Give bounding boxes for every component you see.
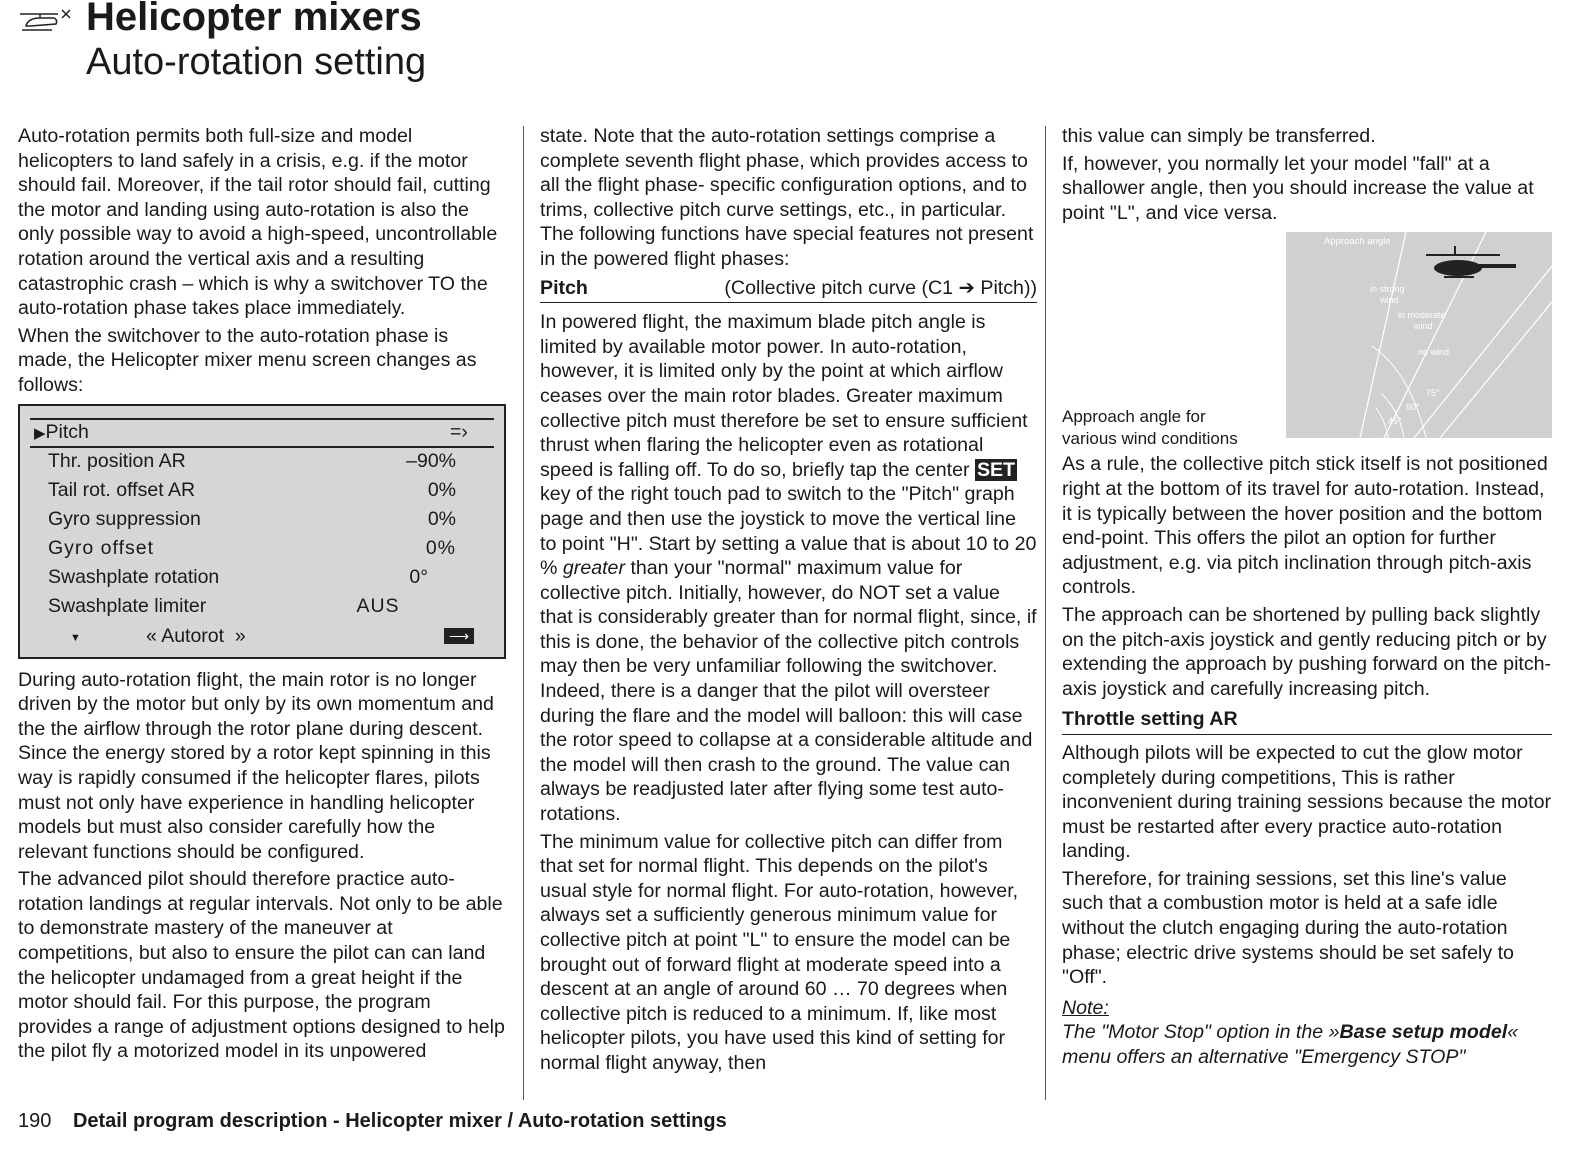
page-title: Helicopter mixers bbox=[86, 0, 422, 39]
enter-arrow-icon[interactable]: ⟶ bbox=[444, 628, 474, 644]
set-key: SET bbox=[976, 458, 1016, 481]
note: Note: The "Motor Stop" option in the »Base setup model« menu offers an alternative "Emergency STOP" bbox=[1062, 996, 1519, 1069]
screen-row[interactable]: Tail rot. offset AR 0% bbox=[48, 478, 456, 501]
down-arrow-icon: ▼ bbox=[70, 631, 81, 644]
screen-row-value: 0° bbox=[409, 565, 428, 588]
paragraph: In powered flight, the maximum blade pitch angle is limited by available motor power. In auto-rotation, however, it is limited only by the point at which airflow ceases over the main rotor blades. Greater maximum collective pitch must therefore be set to ensure sufficient thrust when flaring the helicopter even as rotational speed is falling off. To do so, briefly tap the center SET key of the right touch pad to switch to the "Pitch" graph page and then use the joystick to move the vertical line to point "H". Start by setting a value that is about 10 to 20 % greater than your "normal" maximum value for collective pitch. Initially, however, do NOT set a value that is considerably greater than for normal flight, since, if this is done, the behavior of the collective pitch controls may then be very unfamiliar following the switchover. Indeed, there is a danger that the pilot will oversteer during the flare and the model will balloon: this will case the rotor speed to collapse at a considerable altitude and the model will then crash to the ground. The value can always be readjusted later after flying some test auto-rotations. bbox=[540, 311, 1037, 826]
divider bbox=[30, 446, 494, 448]
svg-text:wind: wind bbox=[1380, 295, 1399, 306]
paragraph: state. Note that the auto-rotation settings comprise a complete seventh flight phase, which provides access to all the flight phase- specific configuration options, and to trims, collective pitch curve settings, etc., in particular. The following functions have special features not present in the powered flight phases: bbox=[540, 125, 1034, 270]
paragraph: this value can simply be transferred. bbox=[1062, 125, 1376, 147]
column-divider bbox=[523, 126, 524, 1100]
screen-row[interactable]: Swashplate limiter AUS bbox=[48, 594, 488, 618]
column-1 bbox=[18, 124, 508, 1067]
approach-angle-figure bbox=[1062, 232, 1552, 449]
paragraph: As a rule, the collective pitch stick itself is not positioned right at the bottom of its travel for auto-rotation. Instead, it is typically between the hover position and the bottom end-point. This offers the pilot an option for further adjustment, e.g. via pitch inclination through pitch-axis controls. bbox=[1062, 453, 1548, 599]
page-footer bbox=[18, 1108, 727, 1134]
section-title: Pitch bbox=[540, 276, 588, 299]
svg-text:wind: wind bbox=[1414, 321, 1433, 332]
play-icon: ▶ bbox=[34, 424, 46, 442]
paragraph: The advanced pilot should therefore practice auto-rotation landings at regular intervals. Not only to be able to demonstrate mastery of the maneuver at competitions, but also to ensure the pilot can can land the helicopter undamaged from a great height if the motor should fail. For this purpose, the program provides a range of adjustment options designed to help the pilot fly a motorized model in its unpowered bbox=[18, 868, 505, 1063]
approach-angle-diagram bbox=[1286, 232, 1552, 438]
footer-title: Detail program description - Helicopter mixer / Auto-rotation settings bbox=[72, 1110, 727, 1132]
screen-footer-tab[interactable]: « Autorot » bbox=[146, 624, 246, 647]
screen-row-value: –90% bbox=[406, 449, 456, 472]
paragraph: The approach can be shortened by pulling back slightly on the pitch-axis joystick and gently reducing pitch or by extending the approach by pushing forward on the pitch-axis joystick and carefully increasing pitch. bbox=[1062, 603, 1552, 700]
throttle-section-heading: Throttle setting AR bbox=[1062, 707, 1552, 735]
pitch-section-heading bbox=[540, 276, 1037, 304]
paragraph: When the switchover to the auto-rotation phase is made, the Helicopter mixer menu screen changes as follows: bbox=[18, 324, 477, 396]
svg-text:60°: 60° bbox=[1406, 402, 1420, 413]
figure-caption: Approach angle for various wind conditions bbox=[1062, 407, 1238, 449]
paragraph: During auto-rotation flight, the main rotor is no longer driven by the motor but only by its own momentum and the the airflow through the rotor plane during descent. Since the energy stored by a rotor kept spinning in this way is rapidly consumed if the helicopter flares, pilots must not only have experience in handling helicopter models but must also consider carefully how the relevant functions should be configured. bbox=[18, 668, 494, 863]
column-2 bbox=[540, 124, 1037, 1079]
screen-row-value: 0% bbox=[427, 478, 456, 501]
screen-header-label: Pitch bbox=[45, 420, 89, 443]
page-number: 190 bbox=[18, 1110, 52, 1132]
page-subtitle: Auto-rotation setting bbox=[86, 41, 427, 83]
svg-text:Approach angle: Approach angle bbox=[1324, 236, 1391, 248]
helicopter-icon bbox=[18, 4, 72, 34]
paragraph: Auto-rotation permits both full-size and model helicopters to land safely in a crisis, e.g. if the motor should fail. Moreover, if the tail rotor should fail, cutting the motor and landing using auto-rotation is also the only possible way to avoid a high-speed, uncontrollable rotation around the vertical axis and a resulting catastrophic crash – which is why a switchover TO the auto-rotation phase takes place immediately. bbox=[18, 125, 498, 320]
screen-header-row[interactable] bbox=[34, 420, 488, 444]
paragraph: Although pilots will be expected to cut the glow motor completely during competitions, This is rather inconvenient during training sessions because the motor must be restarted after every practice auto-rotation landing. bbox=[1062, 741, 1552, 863]
section-note: (Collective pitch curve (C1 ➔ Pitch)) bbox=[724, 276, 1037, 299]
screen-row[interactable]: Swashplate rotation 0° bbox=[48, 565, 428, 588]
svg-text:no wind: no wind bbox=[1418, 347, 1450, 358]
svg-text:in strong: in strong bbox=[1370, 284, 1405, 295]
note-label: Note: bbox=[1062, 996, 1109, 1019]
paragraph: If, however, you normally let your model "fall" at a shallower angle, then you should increase the value at point "L", and vice versa. bbox=[1062, 152, 1534, 224]
paragraph: The minimum value for collective pitch can differ from that set for normal flight. This depends on the pilot's usual style for normal flight. For auto-rotation, however, always set a sufficiently generous minimum value for collective pitch at point "L" to ensure the model can be brought out of forward flight at moderate speed into a descent at an angle of around 60 … 70 degrees when collective pitch is reduced to a minimum. If, like most helicopter pilots, you have used this kind of setting for normal flight anyway, then bbox=[540, 830, 1019, 1074]
column-3 bbox=[1062, 124, 1552, 1073]
svg-text:75°: 75° bbox=[1426, 388, 1440, 399]
screen-row-value: 0% bbox=[427, 507, 456, 530]
screen-row[interactable]: Gyro offset 0% bbox=[48, 536, 456, 559]
paragraph: Therefore, for training sessions, set this line's value such that a combustion motor is held at a safe idle without the clutch engaging during the auto-rotation phase; electric drive systems should be set safely to "Off". bbox=[1062, 867, 1514, 989]
menu-screen bbox=[18, 404, 506, 659]
screen-header-symbol: =› bbox=[450, 420, 468, 443]
svg-text:45°: 45° bbox=[1388, 416, 1402, 427]
screen-row-value: AUS bbox=[356, 594, 400, 617]
screen-row[interactable]: Thr. position AR –90% bbox=[48, 449, 456, 472]
column-divider bbox=[1045, 126, 1046, 1100]
screen-row[interactable]: Gyro suppression 0% bbox=[48, 507, 456, 530]
screen-row-value: 0% bbox=[425, 536, 456, 559]
screen-footer-row[interactable] bbox=[48, 624, 488, 648]
svg-text:in moderate: in moderate bbox=[1398, 310, 1446, 321]
